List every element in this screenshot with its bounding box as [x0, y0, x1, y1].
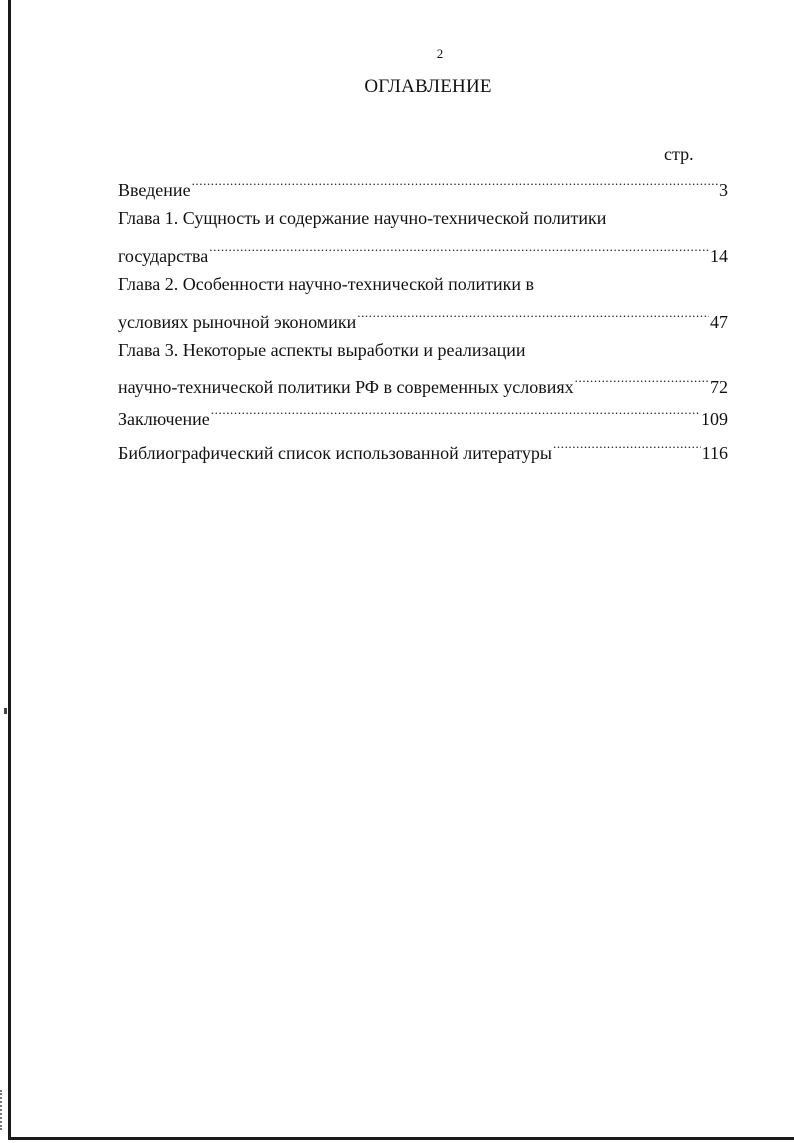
dot-leader	[357, 306, 709, 328]
toc-entry-introduction	[118, 174, 728, 201]
toc-entry-text: Заключение	[118, 409, 210, 429]
page-number: 2	[436, 46, 444, 61]
toc-entry-text: научно-технической политики РФ в современных условиях	[118, 377, 574, 397]
toc-entry-text: Глава 2. Особенности научно-технической политики в	[118, 274, 534, 294]
toc-entry-bibliography	[118, 437, 728, 464]
page-column-label: стр.	[664, 144, 694, 164]
toc-entry-page: 72	[710, 377, 728, 397]
dot-leader	[192, 174, 718, 196]
dot-leader	[211, 403, 700, 425]
toc-entry-text: Библиографический список использованной литературы	[118, 443, 553, 463]
toc-entry-chapter-1-line-1	[118, 207, 606, 229]
toc-entry-text: Глава 3. Некоторые аспекты выработки и реализации	[118, 340, 526, 360]
toc-entry-chapter-2-line-1	[118, 273, 534, 295]
toc-entry-chapter-2-line-2	[118, 306, 728, 333]
toc-entry-text: условиях рыночной экономики	[118, 312, 357, 332]
toc-entry-chapter-3-line-1	[118, 339, 526, 361]
scan-edge-marks	[0, 1090, 6, 1130]
toc-entry-page: 116	[701, 443, 728, 463]
toc-entry-page: 109	[701, 409, 728, 429]
toc-entry-text: государства	[118, 246, 209, 266]
toc-entry-chapter-1-line-2	[118, 240, 728, 267]
scan-edge-dot	[4, 708, 7, 714]
page-frame-left	[8, 0, 11, 1140]
toc-entry-page: 3	[719, 180, 728, 200]
toc-entry-text: Глава 1. Сущность и содержание научно-технической политики	[118, 208, 607, 228]
dot-leader	[553, 437, 701, 459]
toc-entry-page: 47	[710, 312, 728, 332]
toc-entry-page: 14	[710, 246, 728, 266]
toc-entry-text: Введение	[118, 180, 191, 200]
toc-entry-chapter-3-line-2	[118, 371, 728, 398]
page-frame-bottom	[8, 1137, 794, 1140]
toc-entry-conclusion	[118, 403, 728, 430]
dot-leader	[575, 371, 709, 393]
dot-leader	[209, 240, 709, 262]
page-title: ОГЛАВЛЕНИЕ	[364, 76, 492, 97]
